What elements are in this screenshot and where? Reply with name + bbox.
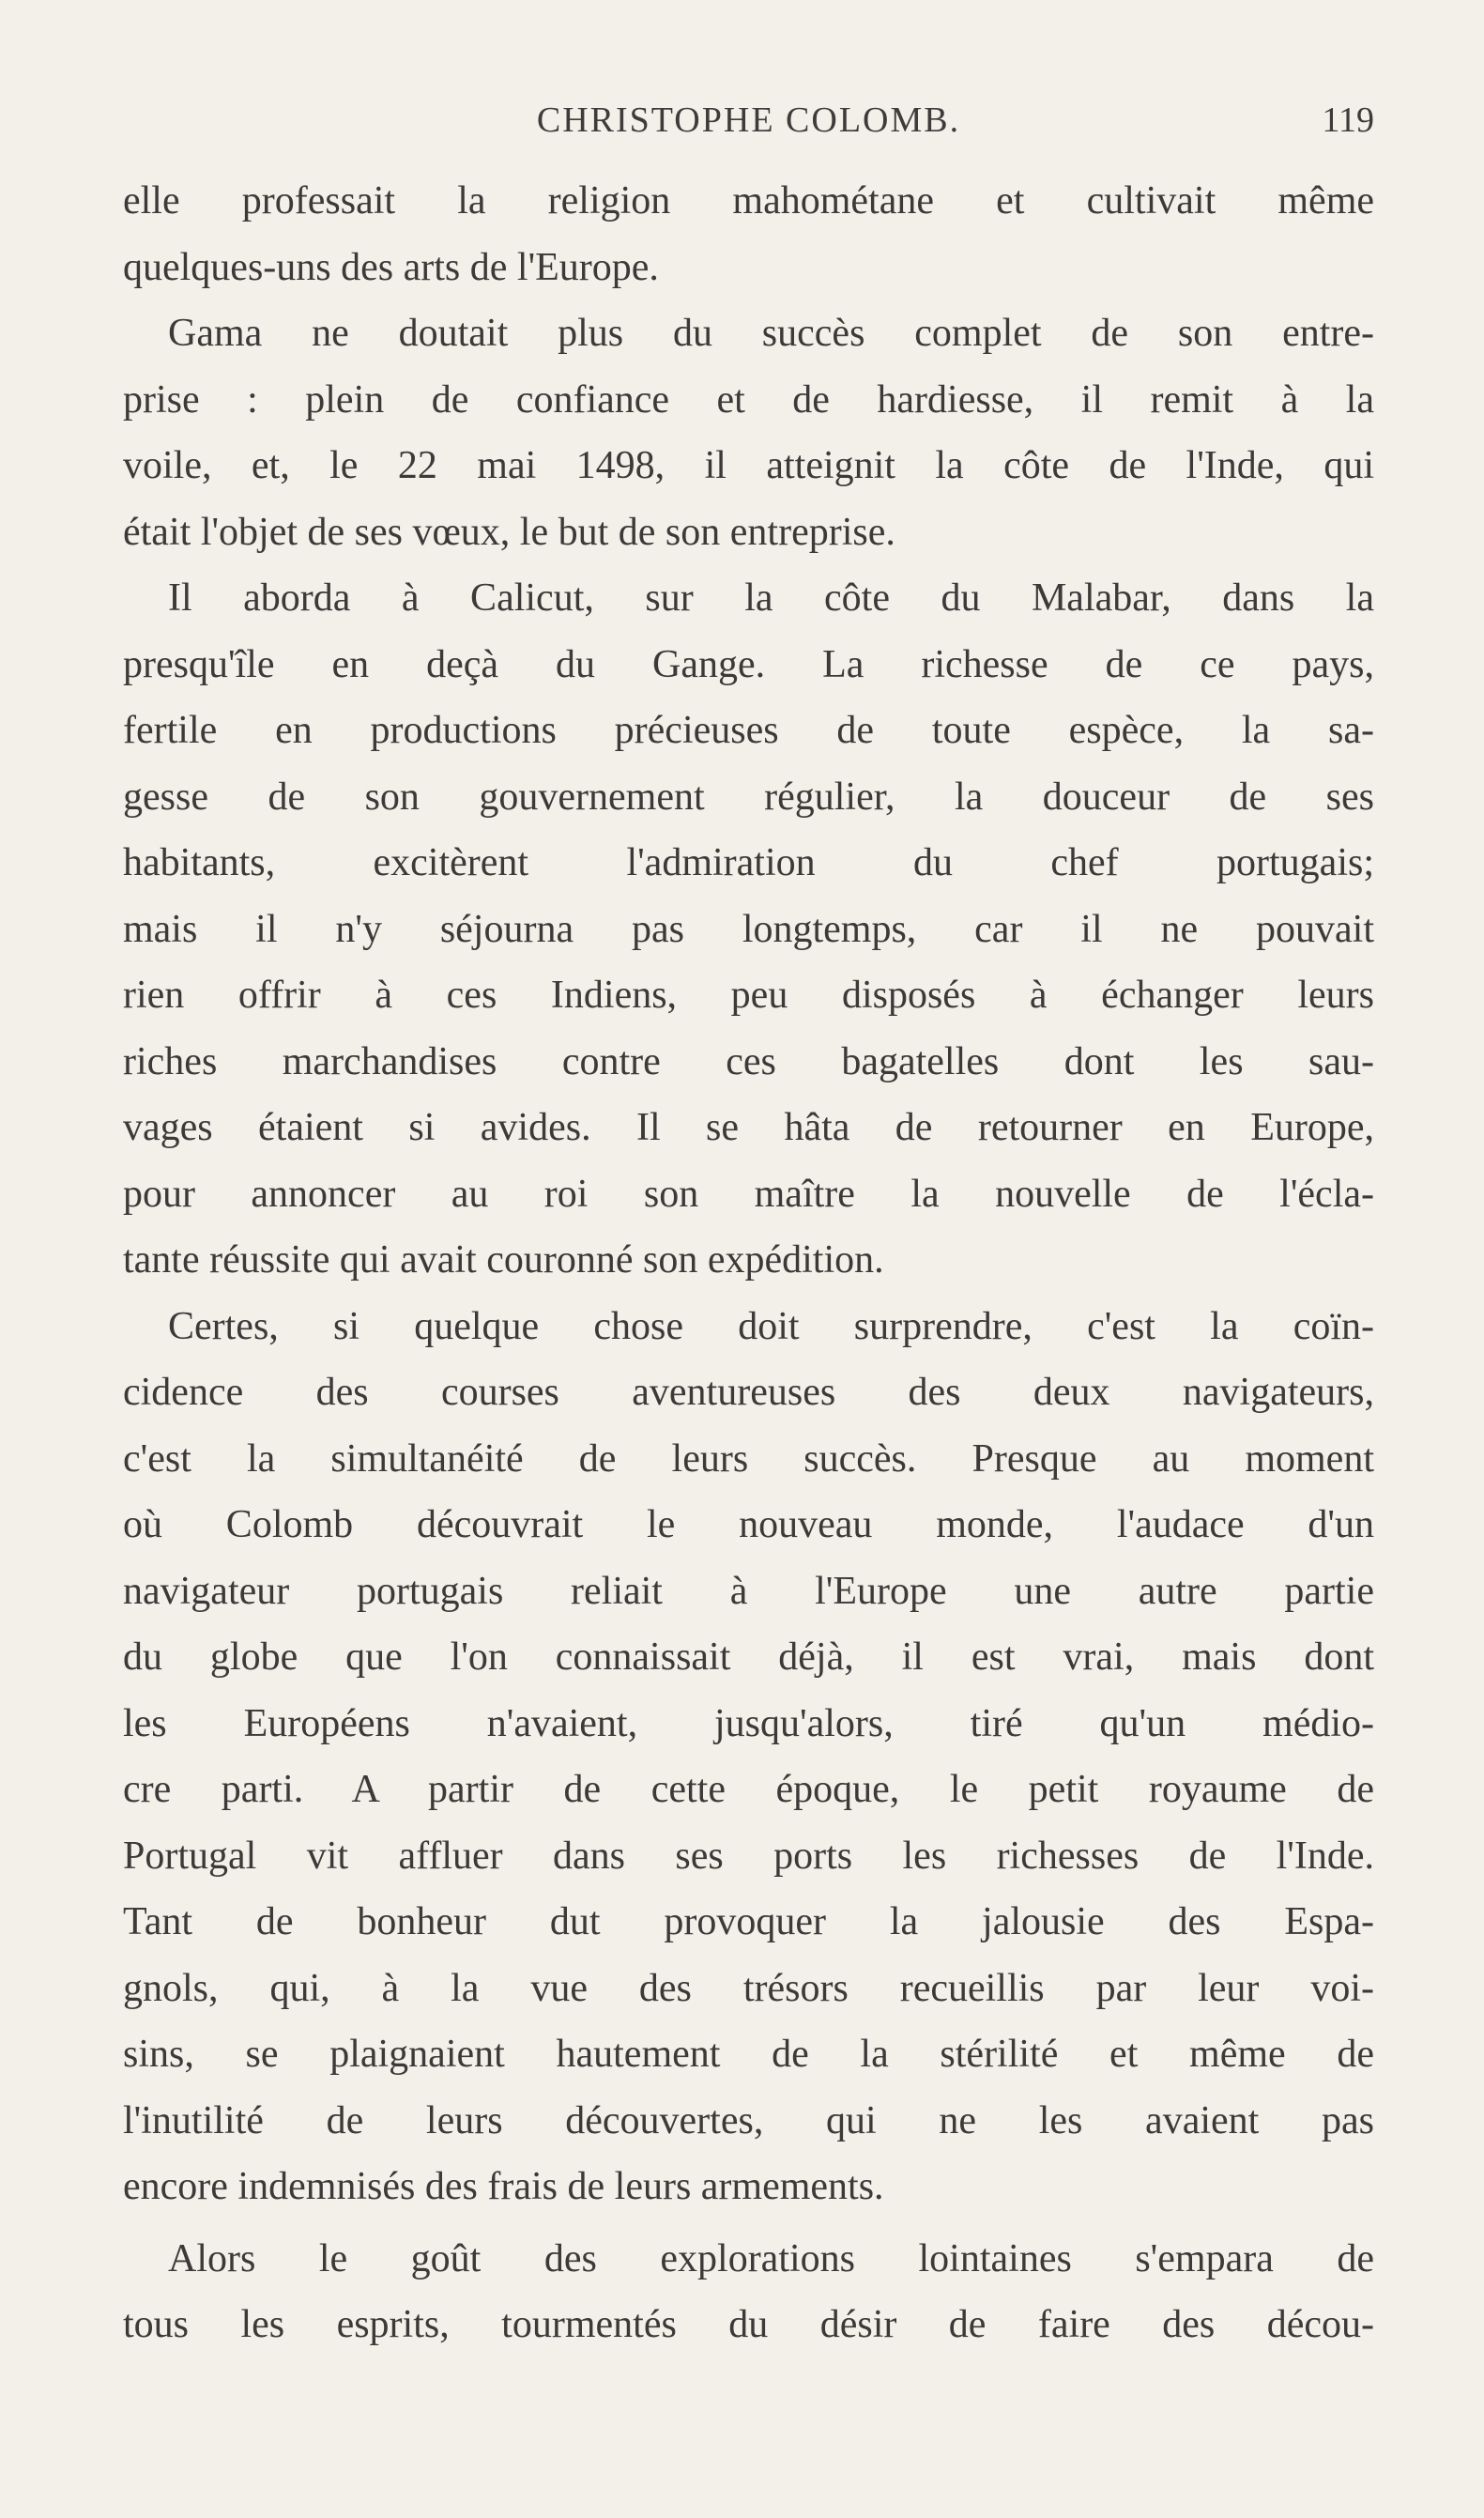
paragraph-start-line: Gama ne doutait plus du succès complet de son entre-	[168, 312, 1374, 355]
text-line: encore indemnisés des frais de leurs armements.	[123, 2165, 884, 2208]
text-line: mais il n'y séjourna pas longtemps, car il ne pouvait	[123, 907, 1374, 951]
text-line: riches marchandises contre ces bagatelles dont les sau-	[123, 1039, 1374, 1083]
text-line: où Colomb découvrait le nouveau monde, l'audace d'un	[123, 1503, 1374, 1546]
text-line: sins, se plaignaient hautement de la stérilité et même de	[123, 2033, 1374, 2076]
text-line: les Européens n'avaient, jusqu'alors, tiré qu'un médio-	[123, 1701, 1374, 1745]
text-line: presqu'île en deçà du Gange. La richesse de ce pays,	[123, 642, 1374, 686]
page-number: 119	[1322, 100, 1374, 140]
paragraph-start-line: Certes, si quelque chose doit surprendre, c'est la coïn-	[168, 1304, 1374, 1348]
text-line: l'inutilité de leurs découvertes, qui ne les avaient pas	[123, 2098, 1374, 2142]
text-line: voile, et, le 22 mai 1498, il atteignit la côte de l'Inde, qui	[123, 444, 1374, 487]
text-line: quelques-uns des arts de l'Europe.	[123, 245, 659, 289]
text-line: rien offrir à ces Indiens, peu disposés à échanger leurs	[123, 974, 1374, 1017]
text-line: gesse de son gouvernement régulier, la douceur de ses	[123, 775, 1374, 819]
body-text	[123, 168, 1374, 2358]
running-title: CHRISTOPHE COLOMB.	[536, 100, 961, 140]
text-line: elle professait la religion mahométane et cultivait même	[123, 179, 1374, 223]
text-line: Portugal vit affluer dans ses ports les richesses de l'Inde.	[123, 1834, 1374, 1878]
paragraph-start-line: Alors le goût des explorations lointaines s'empara de	[168, 2236, 1374, 2280]
text-line: cidence des courses aventureuses des deux navigateurs,	[123, 1371, 1374, 1414]
text-line: navigateur portugais reliait à l'Europe une autre partie	[123, 1569, 1374, 1613]
text-line: tante réussite qui avait couronné son expédition.	[123, 1238, 884, 1282]
page-header	[123, 100, 1374, 156]
text-line: fertile en productions précieuses de toute espèce, la sa-	[123, 709, 1374, 752]
text-line: prise : plein de confiance et de hardiesse, il remit à la	[123, 377, 1374, 422]
text-line: gnols, qui, à la vue des trésors recueillis par leur voi-	[123, 1966, 1374, 2010]
text-line: pour annoncer au roi son maître la nouvelle de l'écla-	[123, 1172, 1374, 1216]
text-line: était l'objet de ses vœux, le but de son entreprise.	[123, 510, 895, 554]
text-line: vages étaient si avides. Il se hâta de retourner en Europe,	[123, 1106, 1374, 1149]
text-line: cre parti. A partir de cette époque, le petit royaume de	[123, 1768, 1374, 1811]
text-line: tous les esprits, tourmentés du désir de faire des décou-	[123, 2303, 1374, 2346]
text-line: c'est la simultanéité de leurs succès. Presque au moment	[123, 1436, 1374, 1481]
paragraph-start-line: Il aborda à Calicut, sur la côte du Malabar, dans la	[168, 576, 1374, 620]
text-line: Tant de bonheur dut provoquer la jalousie des Espa-	[123, 1900, 1374, 1943]
text-line: du globe que l'on connaissait déjà, il est vrai, mais dont	[123, 1635, 1374, 1679]
text-line: habitants, excitèrent l'admiration du chef portugais;	[123, 841, 1374, 884]
